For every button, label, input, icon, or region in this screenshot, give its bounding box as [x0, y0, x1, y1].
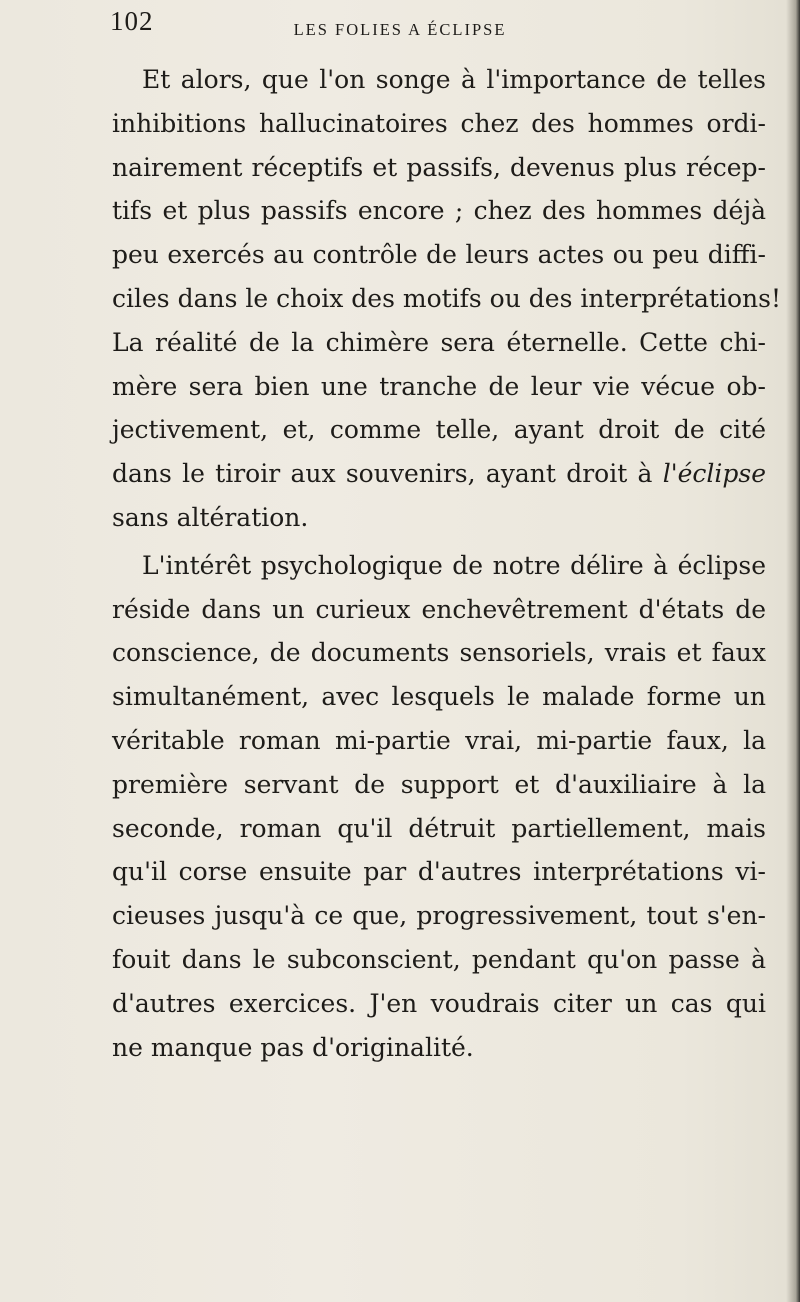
text-line: Et alors, que l'on songe à l'importance de telles [142, 65, 766, 94]
text-line: mère sera bien une tranche de leur vie vécue ob- [112, 371, 766, 401]
text-line: peu exercés au contrôle de leurs actes ou peu diffi- [112, 240, 766, 270]
text-line: seconde, roman qu'il détruit partiellement, mais [112, 813, 766, 843]
text-line: inhibitions hallucinatoires chez des hommes ordi- [112, 108, 766, 138]
text-line: fouit dans le subconscient, pendant qu'on passe à [112, 944, 766, 974]
page-number: 102 [110, 6, 154, 36]
text-line: première servant de support et d'auxiliaire à la [112, 769, 766, 799]
text-line: véritable roman mi-partie vrai, mi-partie faux, la [112, 725, 766, 755]
running-head: LES FOLIES A ÉCLIPSE [293, 20, 507, 39]
text-line: conscience, de documents sensoriels, vrais et faux [112, 638, 766, 668]
text-line: qu'il corse ensuite par d'autres interprétations vi- [112, 857, 766, 887]
text-line: réside dans un curieux enchevêtrement d'états de [112, 594, 766, 624]
text-line: tifs et plus passifs encore ; chez des hommes déjà [112, 196, 766, 226]
text-line: d'autres exercices. J'en voudrais citer un cas qui [112, 988, 766, 1018]
text-line: sans altération. [112, 502, 309, 532]
text-line: nairement réceptifs et passifs, devenus plus récep- [112, 152, 766, 182]
text-line: La réalité de la chimère sera éternelle. Cette chi- [112, 327, 766, 357]
emphasized-word: l'éclipse [662, 459, 766, 489]
text-line: cieuses jusqu'à ce que, progressivement, tout s'en- [112, 901, 766, 931]
paragraph-1 [112, 58, 782, 540]
text-line: ciles dans le choix des motifs ou des interprétations! [112, 283, 782, 313]
page-edge-shadow [786, 0, 800, 1302]
text-line: simultanément, avec lesquels le malade forme un [112, 682, 766, 712]
text-line: jectivement, et, comme telle, ayant droit de cité [112, 415, 766, 445]
body-text [112, 58, 782, 1069]
text-line: ne manque pas d'originalité. [112, 1032, 474, 1062]
text-line-start: dans le tiroir aux souvenirs, ayant droit à [112, 459, 663, 489]
text-line-with-emphasis [112, 452, 766, 496]
text-line: L'intérêt psychologique de notre délire à éclipse [142, 550, 766, 580]
paragraph-2 [112, 544, 766, 1070]
